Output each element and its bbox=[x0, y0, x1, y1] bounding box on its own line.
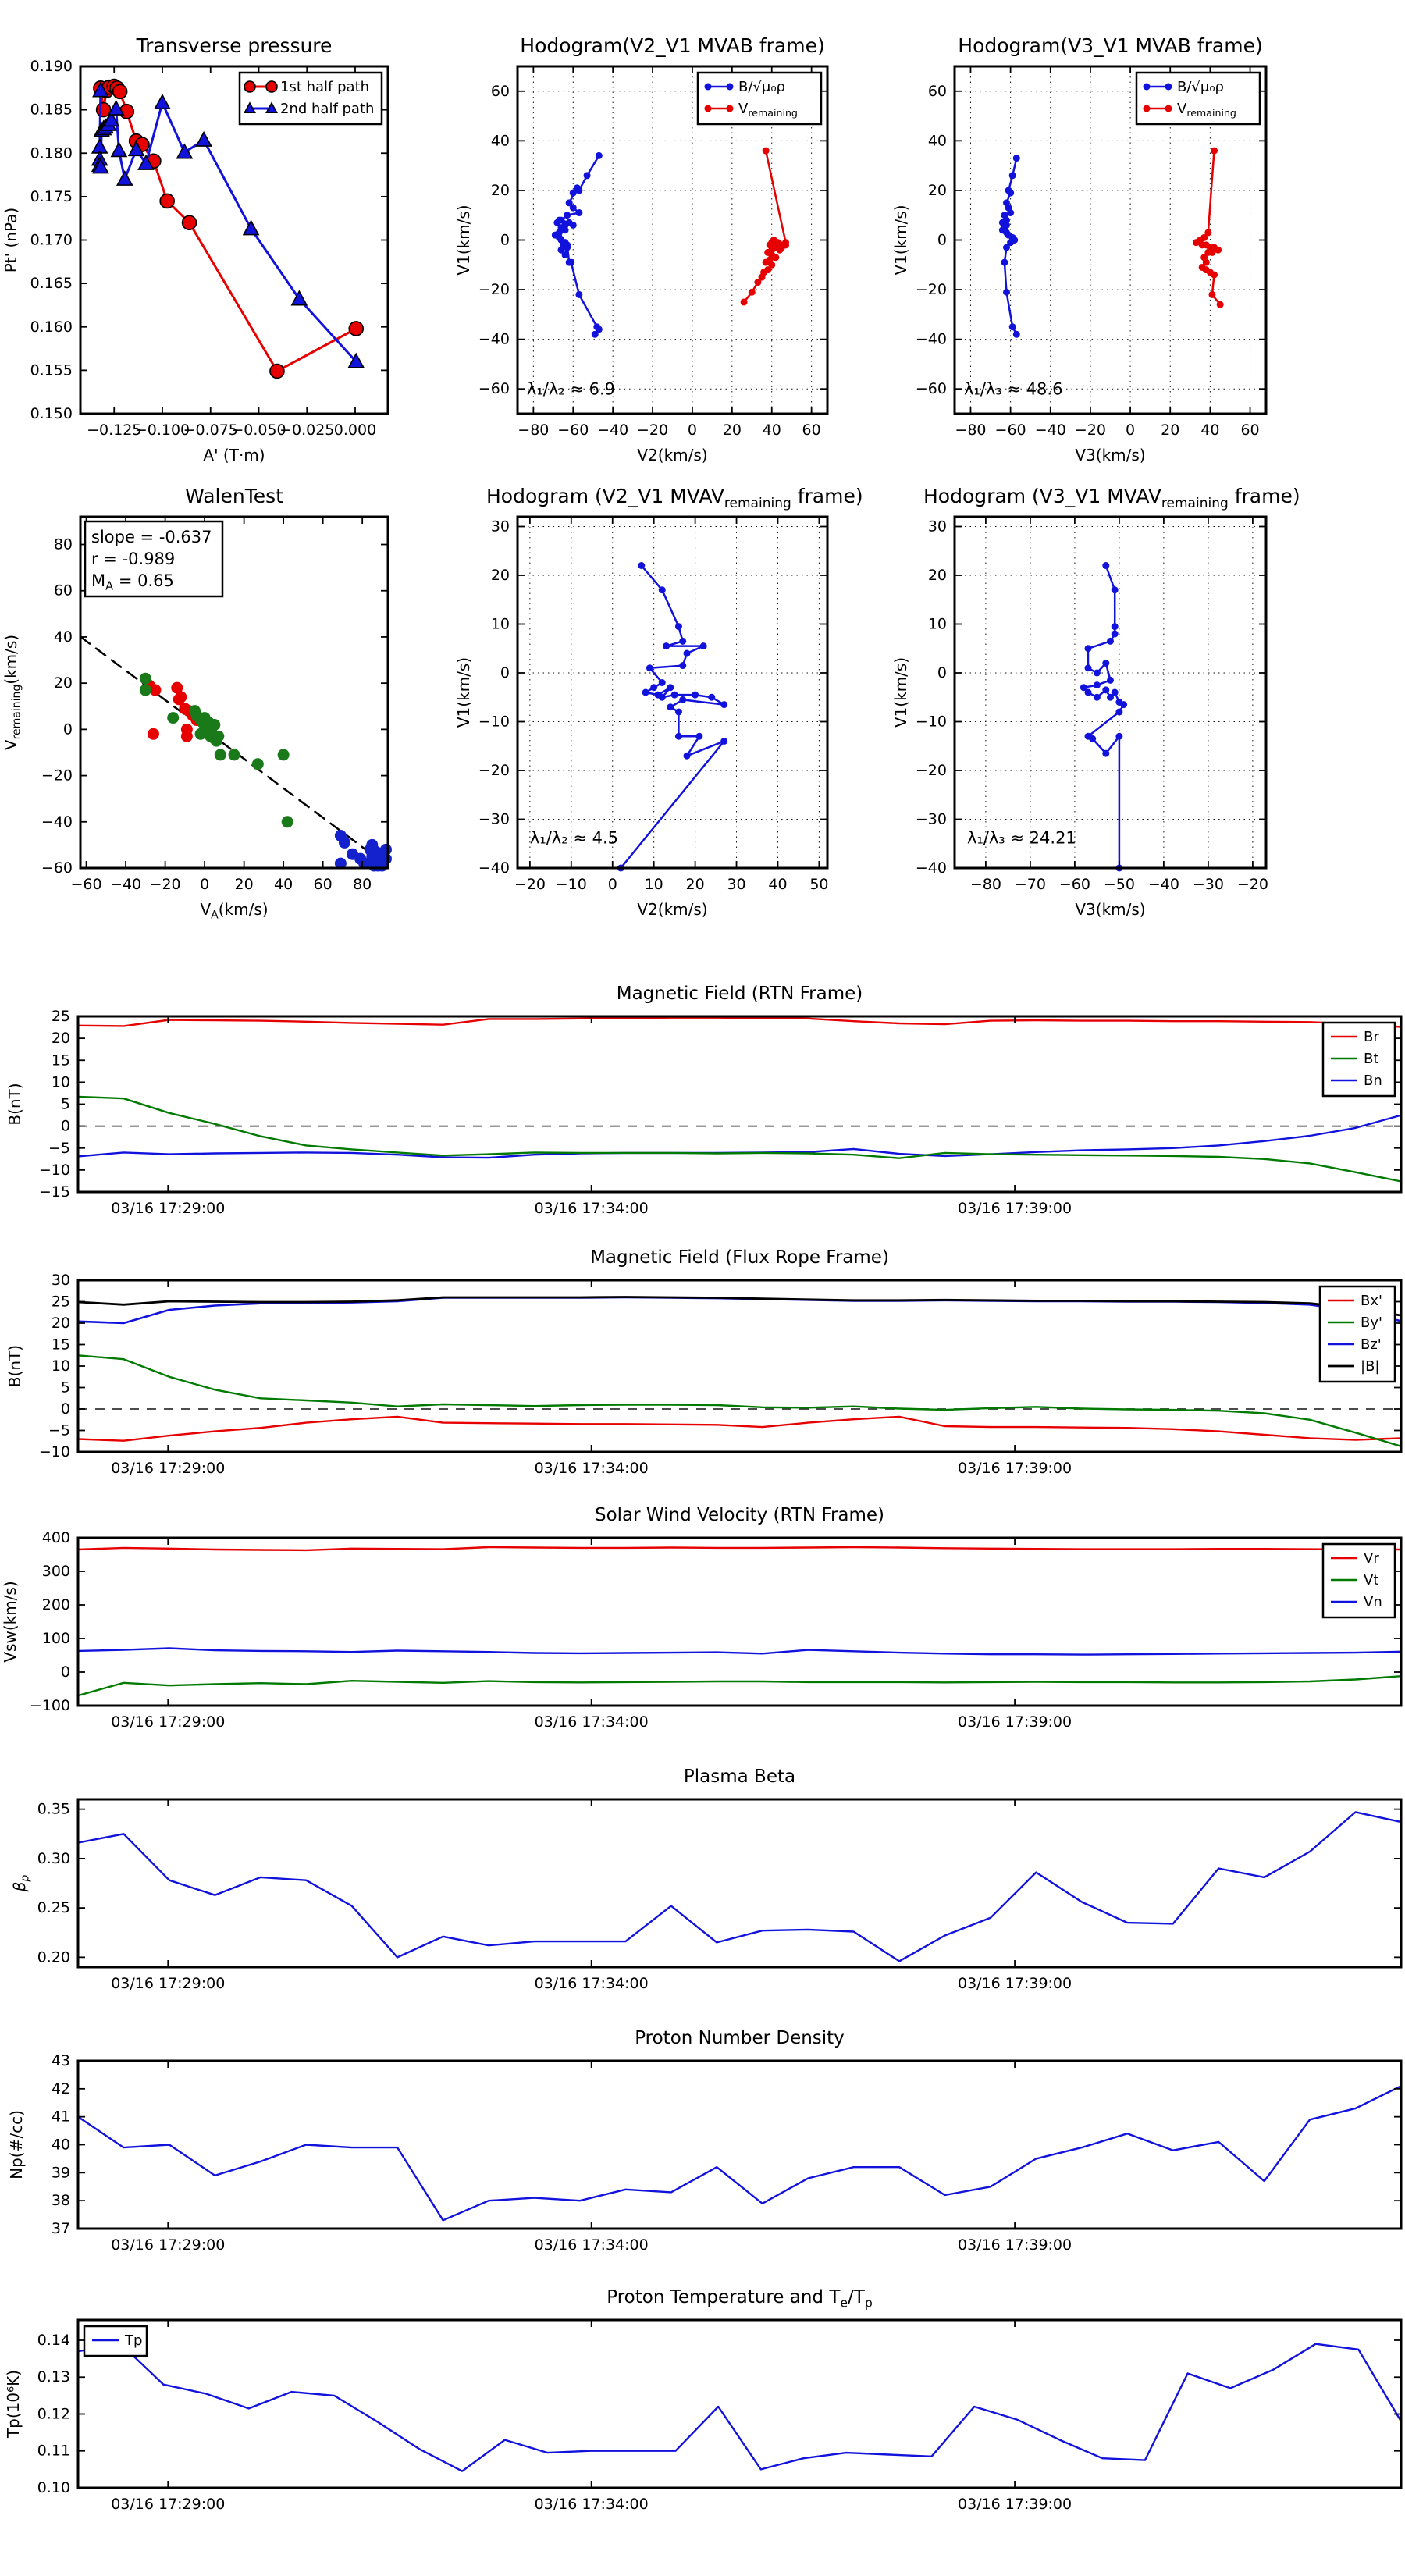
svg-text:60: 60 bbox=[53, 582, 73, 600]
chart-title-walen-test: WalenTest bbox=[185, 485, 283, 507]
svg-text:−60: −60 bbox=[915, 380, 947, 398]
svg-text:−10: −10 bbox=[555, 876, 587, 893]
svg-text:03/16 17:39:00: 03/16 17:39:00 bbox=[957, 2496, 1072, 2513]
svg-text:−40: −40 bbox=[41, 813, 73, 831]
svg-text:60: 60 bbox=[927, 82, 947, 100]
svg-text:20: 20 bbox=[490, 567, 510, 584]
svg-text:60: 60 bbox=[1240, 422, 1260, 439]
svg-text:Bz': Bz' bbox=[1361, 1336, 1382, 1353]
chart-title-hodogram-v2v1-mvav: Hodogram (V2_V1 $MVAV_{remaining}$ frame) bbox=[486, 485, 863, 511]
svg-text:−20: −20 bbox=[915, 281, 947, 299]
svg-text:03/16 17:34:00: 03/16 17:34:00 bbox=[534, 2496, 649, 2513]
svg-text:−20: −20 bbox=[514, 876, 546, 893]
svg-text:30: 30 bbox=[927, 518, 947, 535]
svg-text:43: 43 bbox=[51, 2052, 70, 2069]
svg-text:By': By' bbox=[1361, 1315, 1382, 1331]
svg-text:41: 41 bbox=[51, 2108, 70, 2126]
svg-text:−20: −20 bbox=[636, 422, 669, 439]
svg-text:−10: −10 bbox=[478, 713, 510, 731]
svg-text:−60: −60 bbox=[478, 380, 510, 398]
svg-text:10: 10 bbox=[644, 876, 663, 893]
svg-text:−80: −80 bbox=[518, 422, 550, 439]
svg-text:0.10: 0.10 bbox=[37, 2479, 70, 2496]
svg-text:0: 0 bbox=[500, 231, 510, 249]
chart-vsw-rtn bbox=[1, 1529, 1401, 1731]
svg-text:10: 10 bbox=[51, 1073, 70, 1091]
svg-text:MA = 0.65: $M_A = 0.65$ bbox=[91, 571, 174, 593]
chart-title-hodogram-v3v1-mvab: Hodogram(V3_V1 MVAB frame) bbox=[958, 34, 1263, 57]
svg-text:25: 25 bbox=[51, 1008, 70, 1025]
svg-text:0.20: 0.20 bbox=[37, 1948, 70, 1966]
svg-text:03/16 17:29:00: 03/16 17:29:00 bbox=[111, 1713, 226, 1731]
svg-text:10: 10 bbox=[51, 1357, 70, 1375]
svg-text:0: 0 bbox=[607, 876, 617, 893]
svg-text:20: 20 bbox=[51, 1315, 70, 1332]
svg-text:−20: −20 bbox=[915, 762, 947, 779]
svg-text:Vn: Vn bbox=[1364, 1594, 1382, 1610]
svg-text:B(nT): B(nT) bbox=[5, 1083, 24, 1126]
chart-b-fluxrope bbox=[5, 1272, 1401, 1477]
svg-text:0: 0 bbox=[500, 664, 510, 681]
svg-text:20: 20 bbox=[1161, 422, 1180, 439]
svg-text:30: 30 bbox=[490, 518, 510, 535]
svg-text:1st half path: 1st half path bbox=[280, 79, 370, 95]
chart-b-rtn bbox=[5, 1008, 1401, 1217]
chart-proton-temperature bbox=[4, 2320, 1401, 2513]
svg-text:20: 20 bbox=[53, 674, 73, 692]
svg-text:−0.025: −0.025 bbox=[279, 422, 335, 439]
svg-text:Tp(10⁶K): Tp(10⁶K) bbox=[4, 2369, 23, 2439]
svg-text:λ₁/λ₃ ≈ 24.21: λ₁/λ₃ ≈ 24.21 bbox=[966, 828, 1076, 848]
svg-text:03/16 17:39:00: 03/16 17:39:00 bbox=[957, 1460, 1072, 1477]
svg-text:0: 0 bbox=[937, 664, 947, 681]
svg-text:300: 300 bbox=[41, 1563, 70, 1580]
svg-text:80: 80 bbox=[353, 876, 372, 893]
svg-text:20: 20 bbox=[927, 567, 947, 584]
svg-text:20: 20 bbox=[927, 181, 947, 199]
svg-text:0: 0 bbox=[60, 1400, 70, 1418]
svg-text:15: 15 bbox=[51, 1336, 70, 1354]
svg-text:VA(km/s): $V_A(km/s)$ bbox=[200, 900, 269, 922]
svg-text:5: 5 bbox=[60, 1379, 70, 1397]
svg-text:25: 25 bbox=[51, 1293, 70, 1311]
svg-text:−60: −60 bbox=[994, 422, 1026, 439]
svg-text:37: 37 bbox=[51, 2220, 70, 2237]
svg-text:Vremaining: $V_{remaining}$ bbox=[1177, 101, 1236, 119]
svg-text:0.165: 0.165 bbox=[30, 275, 73, 293]
chart-title-proton-density: Proton Number Density bbox=[635, 2028, 845, 2048]
svg-text:Tp: Tp bbox=[125, 2332, 143, 2349]
svg-text:Vremaining: $V_{remaining}$ bbox=[738, 101, 798, 119]
svg-text:30: 30 bbox=[727, 876, 746, 893]
svg-text:−40: −40 bbox=[1147, 876, 1179, 893]
svg-text:39: 39 bbox=[51, 2164, 70, 2182]
svg-text:−40: −40 bbox=[110, 876, 142, 893]
svg-text:03/16 17:29:00: 03/16 17:29:00 bbox=[111, 1975, 226, 1992]
svg-text:03/16 17:34:00: 03/16 17:34:00 bbox=[534, 1200, 649, 1217]
svg-text:0.11: 0.11 bbox=[37, 2442, 70, 2460]
svg-text:20: 20 bbox=[51, 1030, 70, 1048]
svg-text:r = -0.989: r = -0.989 bbox=[91, 550, 176, 568]
svg-text:03/16 17:39:00: 03/16 17:39:00 bbox=[957, 1975, 1072, 1992]
svg-text:−20: −20 bbox=[478, 762, 510, 779]
svg-text:−5: −5 bbox=[48, 1139, 70, 1157]
svg-text:−30: −30 bbox=[478, 810, 510, 828]
svg-text:03/16 17:39:00: 03/16 17:39:00 bbox=[957, 1713, 1072, 1731]
svg-text:Vsw(km/s): Vsw(km/s) bbox=[1, 1581, 20, 1663]
svg-text:0: 0 bbox=[62, 720, 73, 738]
svg-text:V2(km/s): V2(km/s) bbox=[637, 446, 708, 464]
svg-text:400: 400 bbox=[41, 1529, 70, 1546]
svg-text:−30: −30 bbox=[1192, 876, 1224, 893]
svg-text:−40: −40 bbox=[478, 330, 510, 348]
svg-text:20: 20 bbox=[490, 181, 510, 199]
svg-text:V1(km/s): V1(km/s) bbox=[891, 656, 910, 728]
svg-text:−0.075: −0.075 bbox=[183, 422, 238, 439]
svg-text:42: 42 bbox=[51, 2080, 70, 2097]
svg-text:βp: $\beta_p$ bbox=[10, 1874, 32, 1892]
chart-plasma-beta bbox=[10, 1799, 1401, 1992]
svg-text:03/16 17:29:00: 03/16 17:29:00 bbox=[111, 2496, 226, 2513]
svg-text:03/16 17:34:00: 03/16 17:34:00 bbox=[534, 2236, 649, 2254]
svg-text:03/16 17:34:00: 03/16 17:34:00 bbox=[534, 1460, 649, 1477]
svg-text:Bn: Bn bbox=[1364, 1073, 1382, 1089]
svg-text:V3(km/s): V3(km/s) bbox=[1075, 446, 1146, 464]
chart-hodogram-v2v1-mvab bbox=[454, 66, 827, 464]
svg-text:−10: −10 bbox=[915, 713, 947, 731]
svg-text:03/16 17:34:00: 03/16 17:34:00 bbox=[534, 1975, 649, 1992]
svg-text:V2(km/s): V2(km/s) bbox=[637, 900, 708, 919]
svg-text:50: 50 bbox=[809, 876, 829, 893]
svg-text:0: 0 bbox=[687, 422, 697, 439]
svg-text:V3(km/s): V3(km/s) bbox=[1075, 900, 1146, 919]
svg-text:0.180: 0.180 bbox=[30, 144, 73, 162]
svg-text:40: 40 bbox=[51, 2136, 70, 2154]
svg-text:−10: −10 bbox=[38, 1443, 70, 1461]
svg-text:40: 40 bbox=[768, 876, 788, 893]
svg-text:0: 0 bbox=[200, 876, 210, 893]
svg-text:−60: −60 bbox=[41, 859, 73, 877]
svg-text:−30: −30 bbox=[915, 810, 947, 828]
chart-title-hodogram-v2v1-mvab: Hodogram(V2_V1 MVAB frame) bbox=[520, 34, 825, 57]
svg-text:−80: −80 bbox=[969, 876, 1001, 893]
svg-text:Vr: Vr bbox=[1364, 1550, 1379, 1567]
chart-transverse-pressure bbox=[2, 58, 388, 464]
svg-text:0.000: 0.000 bbox=[333, 422, 377, 439]
svg-text:Vt: Vt bbox=[1364, 1572, 1379, 1589]
svg-text:−10: −10 bbox=[38, 1161, 70, 1179]
chart-proton-density bbox=[7, 2052, 1401, 2254]
svg-text:0: 0 bbox=[60, 1117, 70, 1135]
svg-text:0: 0 bbox=[60, 1663, 70, 1681]
svg-text:−80: −80 bbox=[955, 422, 987, 439]
svg-text:60: 60 bbox=[490, 82, 510, 100]
chart-hodogram-v3v1-mvav bbox=[891, 517, 1268, 919]
svg-text:200: 200 bbox=[41, 1596, 70, 1614]
svg-text:03/16 17:29:00: 03/16 17:29:00 bbox=[111, 1460, 226, 1477]
svg-text:38: 38 bbox=[51, 2192, 70, 2210]
svg-text:−20: −20 bbox=[149, 876, 181, 893]
svg-text:−70: −70 bbox=[1014, 876, 1046, 893]
svg-text:0.170: 0.170 bbox=[30, 231, 73, 249]
svg-text:λ₁/λ₃ ≈ 48.6: λ₁/λ₃ ≈ 48.6 bbox=[963, 379, 1063, 399]
svg-text:03/16 17:29:00: 03/16 17:29:00 bbox=[111, 1200, 226, 1217]
svg-text:0.13: 0.13 bbox=[37, 2368, 70, 2386]
svg-text:Np(#/cc): Np(#/cc) bbox=[7, 2110, 26, 2179]
svg-text:−0.050: −0.050 bbox=[231, 422, 286, 439]
svg-text:B(nT): B(nT) bbox=[5, 1344, 24, 1388]
svg-text:03/16 17:29:00: 03/16 17:29:00 bbox=[111, 2236, 226, 2254]
svg-text:20: 20 bbox=[234, 876, 254, 893]
svg-text:−100: −100 bbox=[29, 1697, 70, 1714]
svg-text:0.35: 0.35 bbox=[37, 1800, 70, 1818]
svg-text:60: 60 bbox=[802, 422, 821, 439]
svg-text:−20: −20 bbox=[1074, 422, 1106, 439]
svg-text:30: 30 bbox=[51, 1272, 70, 1289]
svg-text:−40: −40 bbox=[915, 330, 947, 348]
svg-text:60: 60 bbox=[313, 876, 333, 893]
svg-text:Bx': Bx' bbox=[1361, 1293, 1382, 1309]
svg-text:03/16 17:39:00: 03/16 17:39:00 bbox=[957, 2236, 1072, 2254]
svg-text:0.25: 0.25 bbox=[37, 1899, 70, 1917]
svg-text:−20: −20 bbox=[41, 767, 73, 785]
svg-text:0.190: 0.190 bbox=[30, 58, 73, 75]
svg-text:V1(km/s): V1(km/s) bbox=[454, 205, 473, 276]
svg-text:−60: −60 bbox=[557, 422, 589, 439]
svg-text:Pt' (nPa): Pt' (nPa) bbox=[2, 207, 20, 273]
svg-text:λ₁/λ₂ ≈ 4.5: λ₁/λ₂ ≈ 4.5 bbox=[529, 828, 619, 848]
chart-title-hodogram-v3v1-mvav: Hodogram (V3_V1 $MVAV_{remaining}$ frame) bbox=[923, 485, 1300, 511]
svg-text:−15: −15 bbox=[38, 1183, 70, 1201]
chart-title-transverse-pressure: Transverse pressure bbox=[136, 34, 333, 57]
svg-text:0.160: 0.160 bbox=[30, 318, 73, 336]
svg-text:−5: −5 bbox=[48, 1421, 70, 1439]
chart-title-b-rtn: Magnetic Field (RTN Frame) bbox=[616, 984, 863, 1004]
svg-text:100: 100 bbox=[41, 1630, 70, 1647]
svg-text:B/√μ₀ρ: B/√μ₀ρ bbox=[1177, 79, 1224, 95]
svg-text:2nd half path: 2nd half path bbox=[280, 101, 375, 117]
chart-title-plasma-beta: Plasma Beta bbox=[683, 1767, 796, 1787]
svg-text:40: 40 bbox=[762, 422, 781, 439]
svg-text:40: 40 bbox=[490, 132, 510, 150]
svg-text:40: 40 bbox=[274, 876, 293, 893]
svg-text:−20: −20 bbox=[1236, 876, 1268, 893]
chart-title-vsw-rtn: Solar Wind Velocity (RTN Frame) bbox=[594, 1505, 885, 1525]
chart-hodogram-v2v1-mvav bbox=[454, 517, 829, 919]
svg-text:0.14: 0.14 bbox=[37, 2331, 70, 2349]
svg-text:0.12: 0.12 bbox=[37, 2405, 70, 2423]
chart-hodogram-v3v1-mvab bbox=[891, 66, 1266, 464]
svg-text:−60: −60 bbox=[1058, 876, 1090, 893]
svg-text:0.30: 0.30 bbox=[37, 1849, 70, 1867]
svg-text:λ₁/λ₂ ≈ 6.9: λ₁/λ₂ ≈ 6.9 bbox=[526, 379, 616, 399]
svg-text:V1(km/s): V1(km/s) bbox=[454, 656, 473, 728]
svg-text:0.185: 0.185 bbox=[30, 101, 73, 119]
chart-title-proton-temperature: Proton Temperature and $T_e/T_p$ bbox=[606, 2287, 873, 2311]
chart-walen-test bbox=[2, 517, 392, 921]
svg-text:80: 80 bbox=[53, 535, 73, 553]
svg-text:10: 10 bbox=[927, 615, 947, 633]
svg-text:|B|: |B| bbox=[1361, 1358, 1380, 1375]
svg-text:slope = -0.637: slope = -0.637 bbox=[91, 528, 212, 546]
svg-text:40: 40 bbox=[1200, 422, 1220, 439]
svg-text:40: 40 bbox=[53, 628, 73, 646]
svg-text:−0.125: −0.125 bbox=[87, 422, 142, 439]
svg-text:−50: −50 bbox=[1103, 876, 1135, 893]
svg-text:0: 0 bbox=[1126, 422, 1136, 439]
svg-text:20: 20 bbox=[685, 876, 705, 893]
svg-text:−20: −20 bbox=[478, 281, 510, 299]
svg-text:0: 0 bbox=[937, 231, 947, 249]
svg-text:Bt: Bt bbox=[1364, 1051, 1379, 1067]
svg-text:10: 10 bbox=[490, 615, 510, 633]
svg-text:03/16 17:34:00: 03/16 17:34:00 bbox=[534, 1713, 649, 1731]
svg-text:B/√μ₀ρ: B/√μ₀ρ bbox=[738, 79, 785, 95]
svg-text:0.155: 0.155 bbox=[30, 361, 73, 379]
svg-text:0.150: 0.150 bbox=[30, 405, 73, 422]
svg-text:V1(km/s): V1(km/s) bbox=[891, 205, 910, 276]
svg-text:A' (T·m): A' (T·m) bbox=[203, 446, 265, 464]
svg-text:20: 20 bbox=[722, 422, 742, 439]
chart-title-b-fluxrope: Magnetic Field (Flux Rope Frame) bbox=[590, 1247, 889, 1268]
svg-text:−40: −40 bbox=[915, 859, 947, 877]
svg-text:0.175: 0.175 bbox=[30, 187, 73, 205]
svg-text:−60: −60 bbox=[70, 876, 102, 893]
svg-text:Br: Br bbox=[1364, 1029, 1379, 1045]
svg-text:5: 5 bbox=[60, 1095, 70, 1113]
svg-text:−40: −40 bbox=[478, 859, 510, 877]
svg-text:Vremaining(km/s): $V_{remaining}(km/s)$ bbox=[2, 634, 23, 751]
svg-text:03/16 17:39:00: 03/16 17:39:00 bbox=[957, 1200, 1072, 1217]
svg-text:−40: −40 bbox=[597, 422, 629, 439]
svg-text:40: 40 bbox=[927, 132, 947, 150]
svg-text:−40: −40 bbox=[1034, 422, 1066, 439]
svg-text:−0.100: −0.100 bbox=[134, 422, 190, 439]
svg-text:15: 15 bbox=[51, 1051, 70, 1069]
